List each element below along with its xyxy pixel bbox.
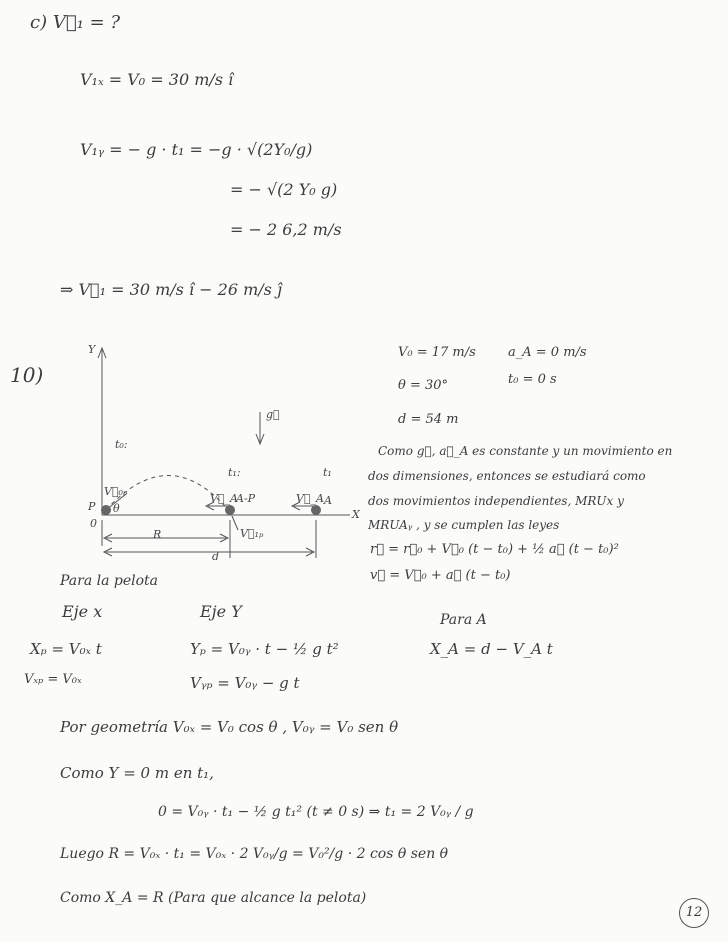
ball-p (101, 505, 111, 515)
given-v0: V₀ = 17 m/s (398, 345, 476, 360)
page-number: 12 (679, 898, 709, 928)
y-axis-label: Y (88, 343, 96, 356)
v1p-label: V⃗₁ₚ (240, 527, 264, 540)
part-c-header: c) V⃗₁ = ? (30, 12, 121, 33)
vyp-equation: Vᵧₚ = V₀ᵧ − g t (190, 674, 300, 692)
gravity-label: g⃗ (266, 408, 280, 421)
ball-heading: Para la pelota (60, 573, 159, 589)
problem-number: 10) (10, 363, 44, 387)
v1y-step3: = − 2 6,2 m/s (230, 220, 342, 239)
va-right-label: V⃗_A (296, 492, 324, 505)
theta-label: θ (113, 502, 120, 515)
zero-equation: 0 = V₀ᵧ · t₁ − ½ g t₁² (t ≠ 0 s) ⇒ t₁ = 2 V₀ᵧ / g (158, 804, 474, 820)
a-label: A (324, 494, 332, 507)
v0p-label: V⃗₀ₚ (104, 485, 128, 498)
t0-label: t₀: (115, 438, 128, 451)
luego-line: Luego R = V₀ₓ · t₁ = V₀ₓ · 2 V₀ᵧ/g = V₀²/g · 2 cos θ sen θ (60, 846, 449, 862)
given-theta: θ = 30° (398, 378, 449, 393)
v1y-equation: V₁ᵧ = − g · t₁ = −g · √(2Y₀/g) (80, 140, 313, 159)
p-label: P (88, 500, 96, 513)
como-line-1: Como Y = 0 m en t₁, (60, 764, 214, 782)
origin-label: 0 (90, 517, 97, 530)
d-label: d (212, 550, 220, 563)
t1-left-label: t₁: (228, 466, 241, 479)
t1-right-label: t₁ (323, 466, 332, 479)
xp-equation: Xₚ = V₀ₓ t (30, 640, 102, 658)
given-aA: a_A = 0 m/s (508, 345, 587, 360)
xa-equation: X_A = d − V_A t (430, 640, 553, 658)
va-left-label: V⃗_A (210, 492, 238, 505)
text-line-1: Como g⃗, a⃗_A es constante y un movimiento en (378, 444, 673, 458)
vxp-equation: Vₓₚ = V₀ₓ (24, 672, 82, 687)
x-axis-label: X (352, 508, 360, 521)
a-heading: Para A (440, 612, 487, 628)
r-label: R (153, 528, 162, 541)
ball-at-t1 (225, 505, 235, 515)
yp-equation: Yₚ = V₀ᵧ · t − ½ g t² (190, 640, 339, 658)
trajectory-diagram (70, 340, 370, 570)
position-law: r⃗ = r⃗₀ + V⃗₀ (t − t₀) + ½ a⃗ (t − t₀)² (370, 542, 619, 557)
given-t0: t₀ = 0 s (508, 372, 557, 387)
given-d: d = 54 m (398, 412, 459, 427)
v1-result: ⇒ V⃗₁ = 30 m/s î − 26 m/s ĵ (60, 280, 282, 299)
axis-x-heading: Eje x (62, 602, 103, 621)
axis-y-heading: Eje Y (200, 602, 242, 621)
text-line-2: dos dimensiones, entonces se estudiará como (368, 469, 646, 483)
a-p-label: A-P (236, 492, 256, 505)
velocity-law: v⃗ = V⃗₀ + a⃗ (t − t₀) (370, 568, 511, 583)
point-a (311, 505, 321, 515)
v1y-step2: = − √(2 Y₀ g) (230, 180, 338, 199)
text-line-4: MRUAᵧ , y se cumplen las leyes (368, 518, 560, 532)
text-line-3: dos movimientos independientes, MRUx y (368, 494, 624, 508)
v1x-equation: V₁ₓ = V₀ = 30 m/s î (80, 70, 234, 89)
geometry-line: Por geometría V₀ₓ = V₀ cos θ , V₀ᵧ = V₀ sen θ (60, 718, 399, 736)
como-line-2: Como X_A = R (Para que alcance la pelota) (60, 890, 367, 906)
